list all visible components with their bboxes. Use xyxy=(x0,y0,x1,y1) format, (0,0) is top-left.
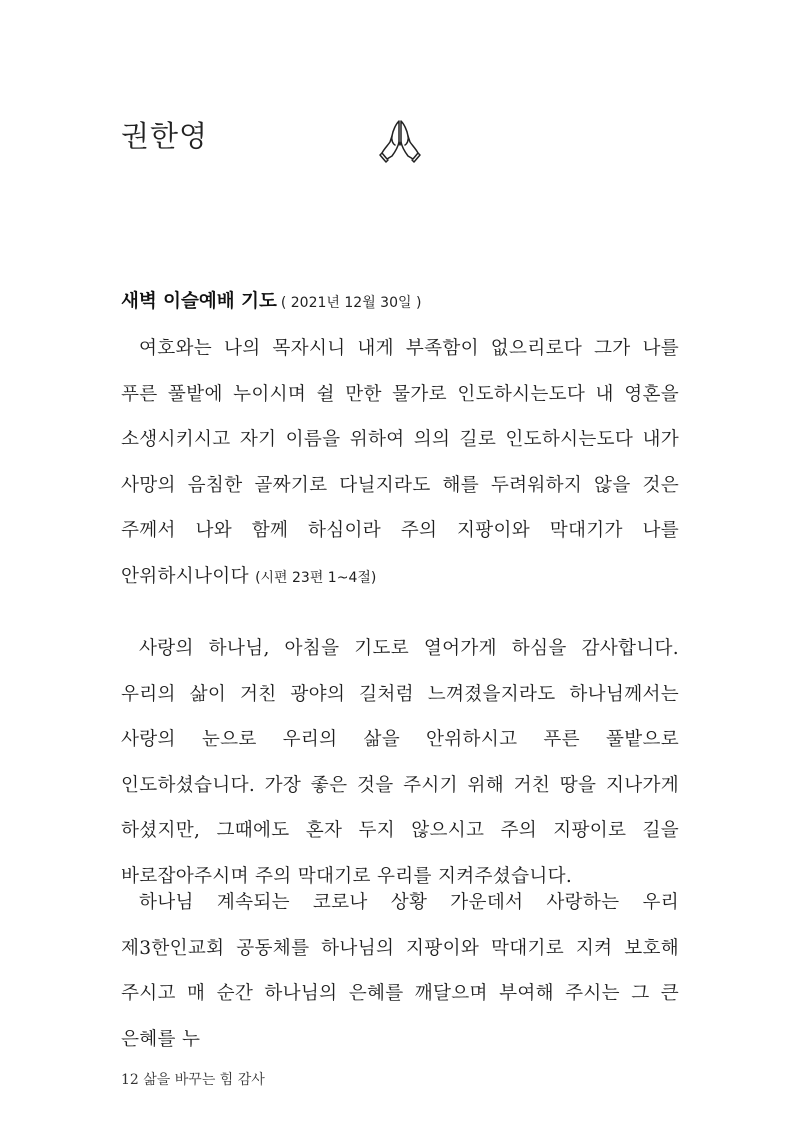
prayer-text: 하나님 계속되는 코로나 상황 가운데서 사랑하는 우리 제3한인교회 공동체를 하나님의 지팡이와 막대기로 지켜 보호해 주시고 매 순간 하나님의 은혜를 깨달으며 부여해 주시는 그 큰 은혜를 누 xyxy=(121,892,679,1050)
page-footer xyxy=(121,1069,265,1089)
prayer-date: ( 2021년 12월 30일 ) xyxy=(280,295,422,311)
scripture-citation: (시편 23편 1~4절) xyxy=(255,569,377,586)
prayer-heading xyxy=(121,287,421,313)
prayer-title: 새벽 이슬예배 기도 xyxy=(121,291,277,312)
page-number: 12 xyxy=(121,1072,139,1088)
book-title: 삶을 바꾸는 힘 감사 xyxy=(143,1072,265,1088)
praying-hands-icon xyxy=(378,118,422,164)
author-name: 권한영 xyxy=(121,119,209,153)
prayer-text: 사랑의 하나님, 아침을 기도로 열어가게 하심을 감사합니다. 우리의 삶이 거친 광야의 길처럼 느껴졌을지라도 하나님께서는 사랑의 눈으로 우리의 삶을 안위하시고 푸른 풀밭으로 인도하셨습니다. 가장 좋은 것을 주시기 위해 거친 땅을 지나가게 하셨지만, 그때에도 혼자 두지 않으시고 주의 지팡이로 길을 바로잡아주시며 주의 막대기로 우리를 지켜주셨습니다. xyxy=(121,638,679,887)
prayer-paragraph xyxy=(121,880,679,1062)
scripture-paragraph xyxy=(121,326,679,601)
prayer-paragraph xyxy=(121,626,679,899)
scripture-text: 여호와는 나의 목자시니 내게 부족함이 없으리로다 그가 나를 푸른 풀밭에 누이시며 쉴 만한 물가로 인도하시는도다 내 영혼을 소생시키시고 자기 이름을 위하여 의의 길로 인도하시는도다 내가 사망의 음침한 골짜기로 다닐지라도 해를 두려워하지 않을 것은 주께서 나와 함께 하심이라 주의 지팡이와 막대기가 나를 안위하시나이다 xyxy=(121,338,679,587)
